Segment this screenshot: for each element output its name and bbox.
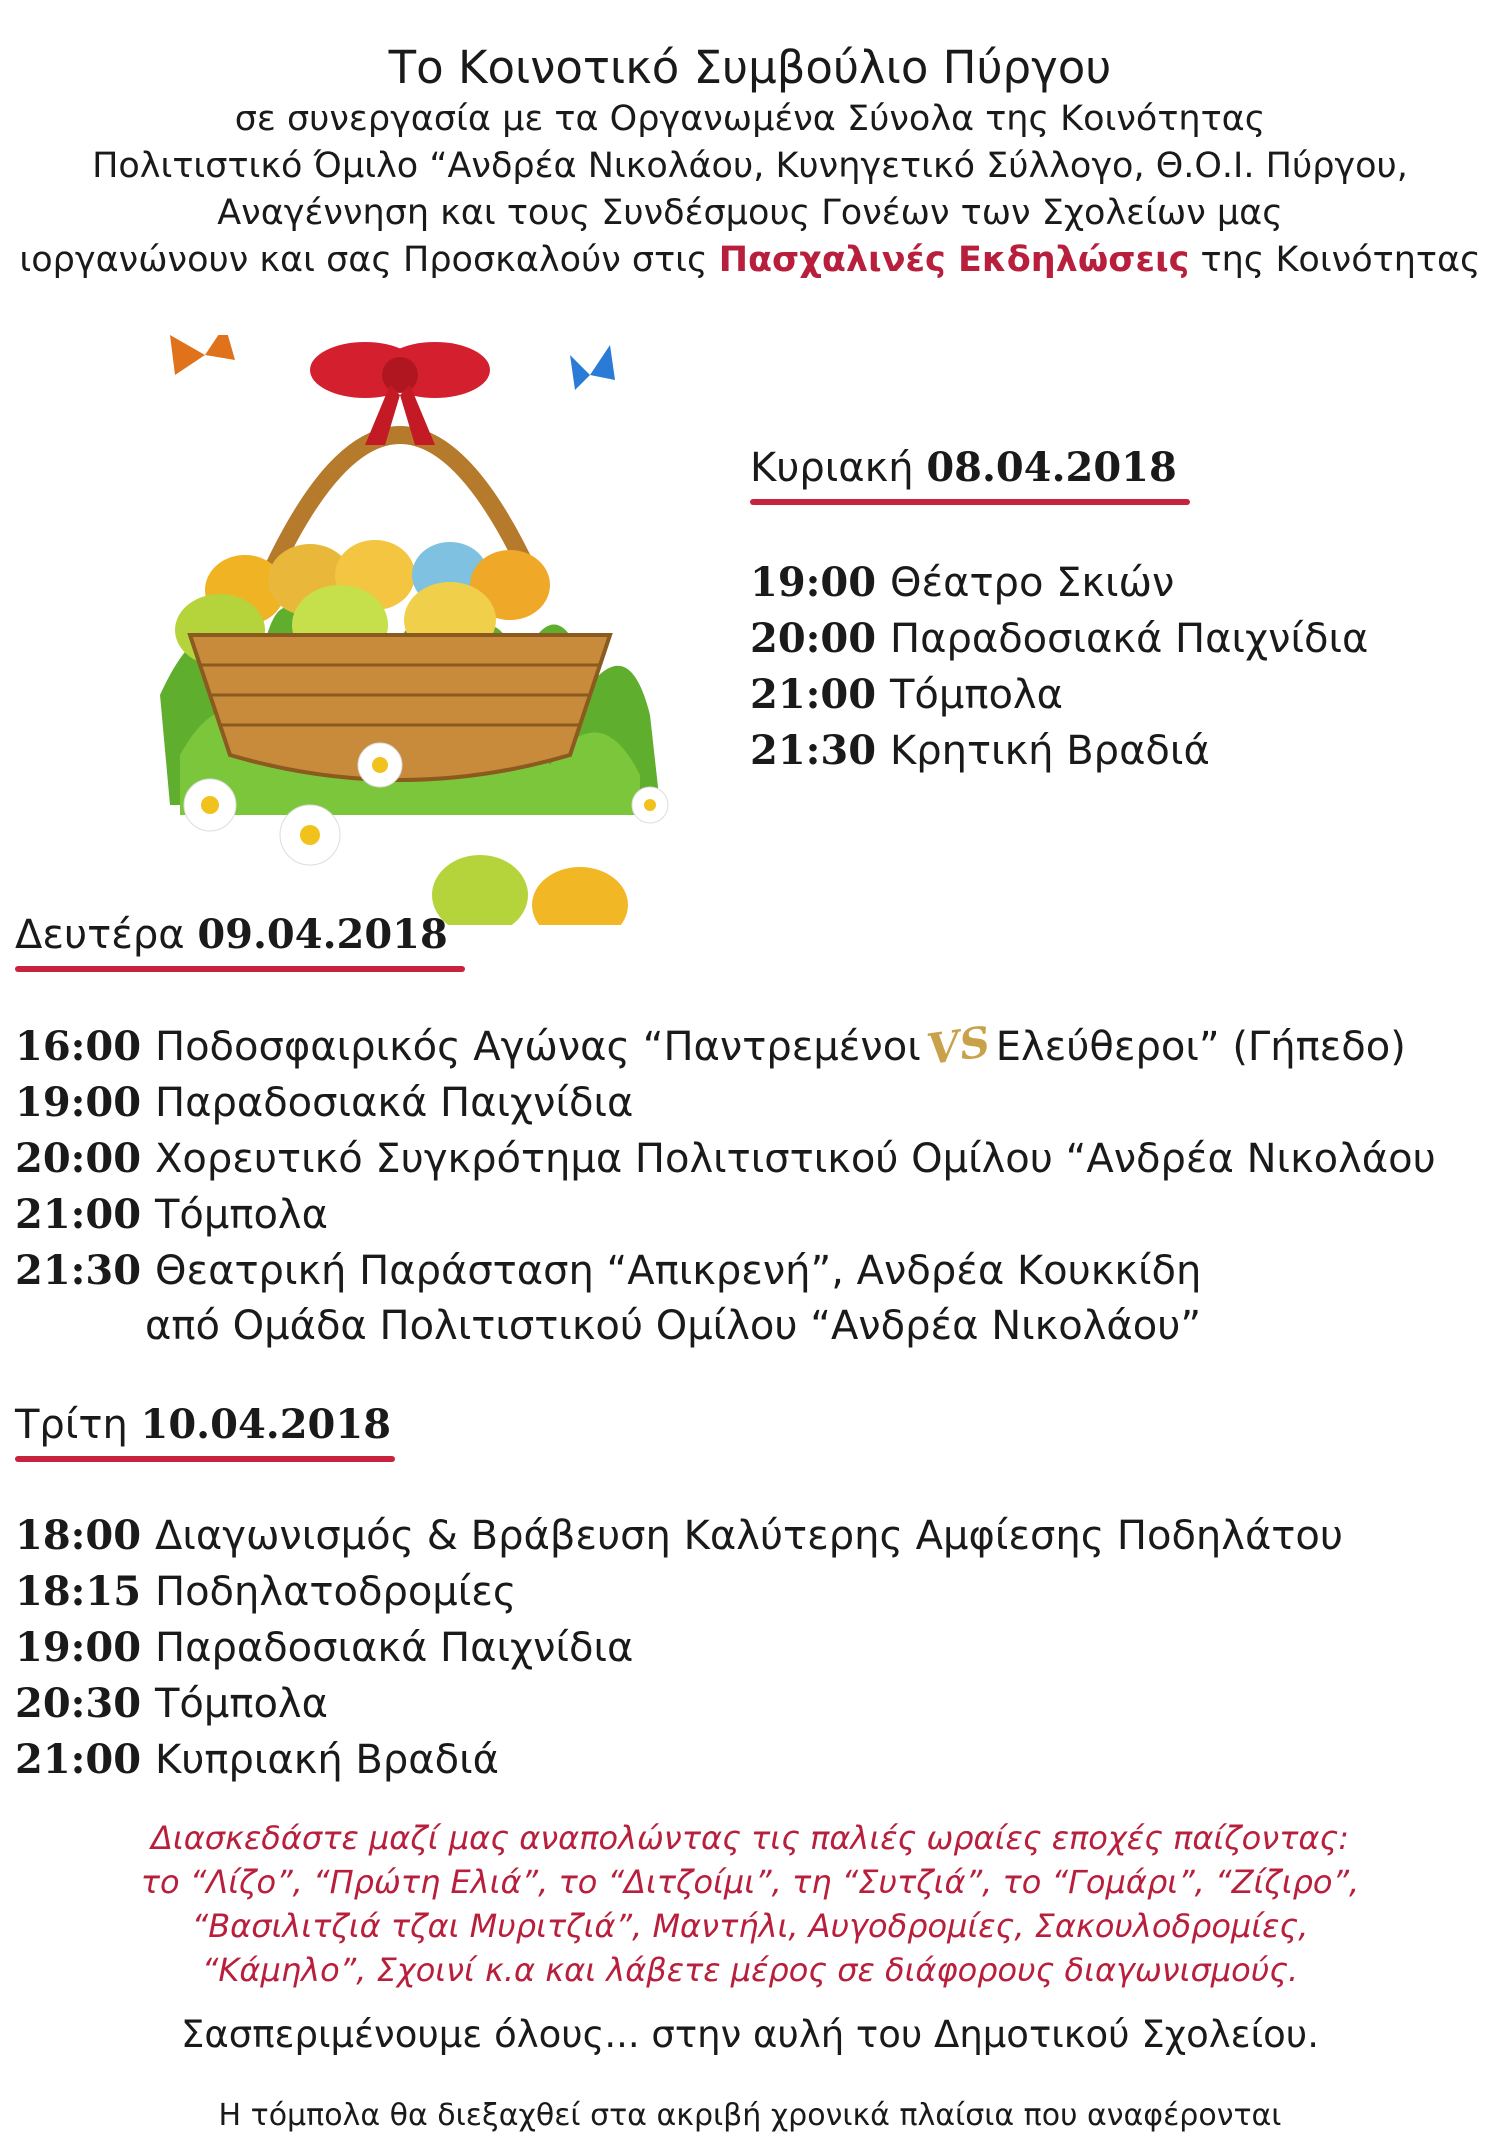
event-row (15, 1018, 1436, 1075)
event-time: 18:00 (15, 1512, 142, 1559)
butterfly-blue-icon (570, 345, 615, 390)
butterfly-orange-icon (170, 335, 235, 375)
day-underline (750, 499, 1190, 505)
event-row (750, 723, 1368, 779)
event-time: 21:00 (15, 1736, 142, 1783)
event-label: Ποδοσφαιρικός Αγώνας “Παντρεμένοι (155, 1024, 921, 1070)
header-highlight: Πασχαλινές Εκδηλώσεις (718, 240, 1190, 280)
games-paragraph (0, 1816, 1500, 1992)
event-time: 16:00 (15, 1023, 142, 1070)
event-row (15, 1732, 1343, 1788)
event-row (15, 1676, 1343, 1732)
schedule-monday (15, 1018, 1436, 1354)
header-title: Το Κοινοτικό Συμβούλιο Πύργου (388, 41, 1112, 94)
event-label: Διαγωνισμός & Βράβευση Καλύτερης Αμφίεσης Ποδηλάτου (155, 1513, 1344, 1559)
games-line-2: το “Λίζο”, “Πρώτη Ελιά”, το “Διτζοίμι”, τη “Συτζιά”, το “Γομάρι”, “Ζίζιρο”, (140, 1863, 1360, 1901)
day-underline (15, 966, 465, 972)
event-row (15, 1187, 1436, 1243)
event-row (15, 1075, 1436, 1131)
event-row (15, 1243, 1436, 1299)
easter-basket-illustration (150, 335, 690, 925)
event-row (750, 667, 1368, 723)
games-line-4: “Κάμηλο”, Σχοινί κ.α και λάβετε μέρος σε διάφορους διαγωνισμούς. (201, 1951, 1299, 1989)
event-time: 20:00 (750, 615, 877, 662)
header-line-2: Πολιτιστικό Όμιλο “Ανδρέα Νικολάου, Κυνηγετικό Σύλλογο, Θ.Ο.Ι. Πύργου, (92, 146, 1408, 186)
event-row (15, 1508, 1343, 1564)
day-name: Τρίτη (15, 1402, 128, 1448)
event-label: Τόμπολα (155, 1192, 328, 1238)
day-name: Δευτέρα (15, 912, 185, 958)
event-time: 21:30 (750, 727, 877, 774)
day-date: 10.04.2018 (140, 1401, 392, 1448)
day-date: 09.04.2018 (197, 911, 448, 958)
day-monday (15, 910, 465, 972)
day-date: 08.04.2018 (926, 444, 1177, 491)
header-line-4-post: της Κοινότητας (1200, 240, 1481, 280)
event-label: Παραδοσιακά Παιχνίδια (155, 1625, 634, 1671)
event-label: Κυπριακή Βραδιά (155, 1737, 499, 1783)
event-time: 19:00 (750, 559, 877, 606)
footnote: Η τόμπολα θα διεξαχθεί στα ακριβή χρονικά πλαίσια που αναφέρονται (218, 2098, 1282, 2133)
day-heading (750, 443, 1190, 493)
event-continuation: από Ομάδα Πολιτιστικού Ομίλου “Ανδρέα Νικολάου” (145, 1303, 1202, 1349)
schedule-tuesday (15, 1508, 1343, 1788)
header (0, 40, 1500, 284)
event-label: Κρητική Βραδιά (890, 728, 1210, 774)
event-time: 21:30 (15, 1247, 142, 1294)
day-tuesday (15, 1400, 395, 1462)
header-line-4-pre: ιοργανώνουν και σας Προσκαλούν στις (19, 240, 708, 280)
header-line-1: σε συνεργασία με τα Οργανωμένα Σύνολα της Κοινότητας (234, 99, 1266, 139)
event-row (15, 1564, 1343, 1620)
event-time: 19:00 (15, 1079, 142, 1126)
event-label: Τόμπολα (890, 672, 1063, 718)
event-row (750, 611, 1368, 667)
header-line-4 (0, 237, 1500, 284)
games-line-1: Διασκεδάστε μαζί μας αναπολώντας τις παλιές ωραίες εποχές παίζοντας: (150, 1819, 1350, 1857)
day-heading (15, 910, 465, 960)
day-heading (15, 1400, 395, 1450)
day-sunday (750, 443, 1190, 505)
event-label: Χορευτικό Συγκρότημα Πολιτιστικού Ομίλου “Ανδρέα Νικολάου (155, 1136, 1436, 1182)
event-label: Παραδοσιακά Παιχνίδια (155, 1080, 634, 1126)
day-underline (15, 1456, 395, 1462)
invitation-text: Σασπεριμένουμε όλους... στην αυλή του Δημοτικού Σχολείου. (181, 2013, 1319, 2056)
event-label: Ποδηλατοδρομίες (155, 1569, 517, 1615)
day-name: Κυριακή (750, 445, 914, 491)
event-label: Τόμπολα (155, 1681, 328, 1727)
schedule-sunday (750, 555, 1368, 779)
event-time: 18:15 (15, 1568, 142, 1615)
event-label: Παραδοσιακά Παιχνίδια (890, 616, 1369, 662)
event-time: 21:00 (750, 671, 877, 718)
vs-icon: VS (923, 1016, 993, 1075)
games-line-3: “Βασιλιτζιά τζαι Μυριτζιά”, Μαντήλι, Αυγοδρομίες, Σακουλοδρομίες, (191, 1907, 1309, 1945)
event-label: Θέατρο Σκιών (890, 560, 1175, 606)
event-row (750, 555, 1368, 611)
event-time: 19:00 (15, 1624, 142, 1671)
event-time: 20:30 (15, 1680, 142, 1727)
event-row (15, 1620, 1343, 1676)
event-time: 21:00 (15, 1191, 142, 1238)
event-label: Θεατρική Παράσταση “Απικρενή”, Ανδρέα Κουκκίδη (155, 1248, 1202, 1294)
event-label: Ελεύθεροι” (Γήπεδο) (995, 1024, 1406, 1070)
header-line-3: Αναγέννηση και τους Συνδέσμους Γονέων των Σχολείων μας (217, 193, 1283, 233)
event-time: 20:00 (15, 1135, 142, 1182)
event-row (15, 1131, 1436, 1187)
